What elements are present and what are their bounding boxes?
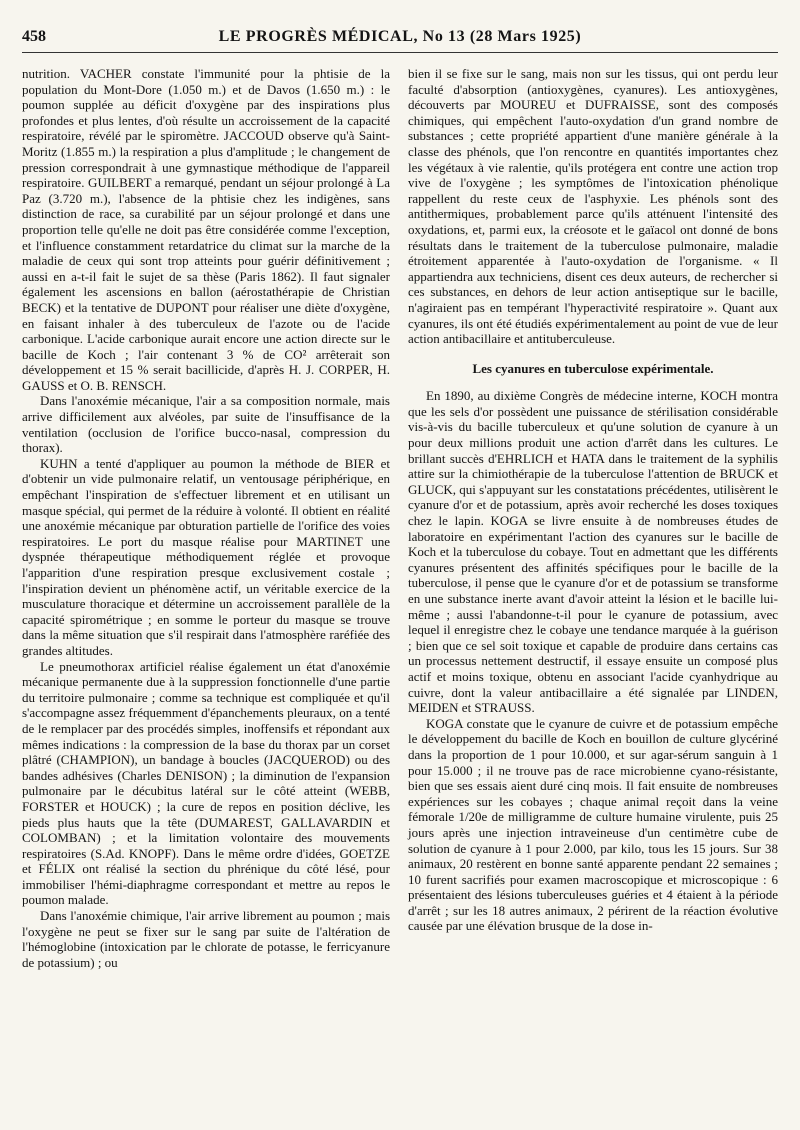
paragraph: Dans l'anoxémie mécanique, l'air a sa composition normale, mais arrive difficilement aux alvéoles, par suite de l'insuffisance de la ventilation (occlusion de l'orifice bucco-nasal, compression du thorax). [22,393,390,456]
paragraph: En 1890, au dixième Congrès de médecine interne, KOCH montra que les sels d'or possèdent une puissance de stérilisation considérable vis-à-vis du bacille tuberculeux et qu'une solution de cyanure à un pour deux millions produit une action d'arrêt dans les cultures. Le brillant succès d'EHRLICH et HATA dans le traitement de la syphilis attire sur la chimiothérapie de la tuberculose l'attention de BRUCK et GLUCK, qui s'appuyant sur les constatations précédentes, utilisèrent le cyanure d'or et de potassium, après avoir recherché les doses toxiques chez le lapin. KOGA se livre ensuite à de nombreuses études de laboratoire en expérimentant l'action des cyanures sur le bacille de Koch et la tuberculose du cobaye. Tout en admettant que les différents cyanures présentent des affinités spécifiques pour le bacille de la tuberculose, il pense que le cyanure d'or et de potassium se transforme en une substance inerte avant d'avoir atteint la lésion et le bacille lui-même ; aussi l'abandonne-t-il pour le cyanure de potassium, avec lequel il enregistre chez le cobaye une tendance marquée à la guérison ; bien que ce sel soit toxique et capable de produire dans certains cas un processus nettement destructif, il essaye ensuite un composé plus actif et moins toxique, obtenu en associant l'acide cyanhydrique au cuivre, dont la valeur antibacillaire a été signalée par LINDEN, MEIDEN et STRAUSS. [408,388,778,716]
running-header [22,28,778,53]
section-heading: Les cyanures en tuberculose expérimentale. [472,360,714,376]
page-number: 458 [22,28,46,45]
paragraph: KUHN a tenté d'appliquer au poumon la méthode de BIER et d'obtenir un vide pulmonaire relatif, un ventousage périphérique, en empêchant l'inspiration de s'effectuer librement et en utilisant un masque spécial, qui permet de la réduire à volonté. Il obtient en réalité une anoxémie mécanique par obturation partielle de l'orifice des voies respiratoires. Le port du masque réalise pour MARTINET une dyspnée thérapeutique méthodiquement réglée et provoque l'apparition d'une respiration presque exclusivement costale ; l'inspiration devient un phénomène actif, un véritable exercice de la musculature thoracique et détermine un accroissement parallèle de la capacité spirométrique ; en somme le porteur du masque se trouve dans la même situation que s'il respirait dans l'atmosphère raréfiée des grandes altitudes. [22,455,390,658]
left-column [22,66,390,970]
running-head-title: LE PROGRÈS MÉDICAL, No 13 (28 Mars 1925) [218,28,582,45]
paragraph: nutrition. VACHER constate l'immunité pour la phtisie de la population du Mont-Dore (1.050 m.) et de Davos (1.650 m.) : le poumon supplée au déficit d'oxygène par des inspirations plus profondes et plus lentes, d'où résulte un accroissement de la capacité respiratoire, révélé par le spiromètre. JACCOUD observe qu'à Saint-Moritz (1.855 m.) la respiration a plus d'amplitude ; le changement de pression correspondrait à une gymnastique méthodique de l'appareil respiratoire. GUILBERT a remarqué, pendant un séjour prolongé à La Paz (3.720 m.), l'absence de la phtisie chez les indigènes, sans distinction de race, sa curabilité par un séjour prolongé et dans une proportion telle qu'elle ne doit pas être considérée comme l'exception, et l'influence constamment retardatrice du climat sur la marche de la maladie de ceux qui sont trop atteints pour guérir définitivement ; aussi en a-t-il fait le sujet de sa thèse (Paris 1862). Il faut signaler également les ascensions en ballon (aérostathérapie de Christian BECK) et la tentative de DUPONT pour réaliser une diète d'oxygène, en faisant inhaler à des tuberculeux de l'azote ou de l'acide carbonique. L'acide carbonique aurait encore une action directe sur le bacille de Koch ; l'air contenant 3 % de CO² arrêterait son développement et 15 % serait bacillicide, d'après H. J. CORPER, H. GAUSS et O. B. RENSCH. [22,66,390,393]
paragraph: KOGA constate que le cyanure de cuivre et de potassium empêche le développement du bacille de Koch en bouillon de culture glycériné dans la proportion de 1 pour 10.000, et sur agar-sérum sanguin à 1 pour 15.000 ; il ne trouve pas de race microbienne cyano-résistante, bien que ses essais aient duré cinq mois. Il fait ensuite de nombreuses expériences sur les cobayes ; chaque animal reçoit dans la veine fémorale 1/20e de milligramme de culture humaine virulente, puis 25 jours après une injection intraveineuse d'un centimètre cube de solution de cyanure à 1 pour 2.000, par kilo, tous les 15 jours. Sur 38 animaux, 20 restèrent en bonne santé apparente pendant 22 semaines ; 10 furent sacrifiés pour examen macroscopique et microscopique : 6 présentaient des lésions tuberculeuses guéries et 4 étaient à la période d'arrêt ; sur les 18 autres animaux, 2 périrent de la réaction évolutive causée par une élévation brusque de la dose in- [408,715,778,934]
paragraph: Le pneumothorax artificiel réalise également un état d'anoxémie mécanique permanente due à la suppression fonctionnelle d'une partie du territoire pulmonaire ; comme sa technique est compliquée et qu'il s'accompagne assez fréquemment d'épanchements pleuraux, on a tenté de le remplacer par des procédés simples, inoffensifs et répondant aux mêmes indications : la compression de la base du thorax par un corset plâtré (CHAMPION), un bandage à boucles (JACQUEROD) ou des bandes adhésives (Charles DENISON) ; la diminution de l'expansion pulmonaire par le décubitus latéral sur le côté atteint (WEBB, FORSTER et HOUCK) ; la cure de repos en position déclive, les pieds plus hauts que la tête (DUMAREST, GALLAVARDIN et COLOMBAN) ; et la limitation volontaire des mouvements respiratoires (S.Ad. KNOPF). Dans le même ordre d'idées, GOETZE et FÉLIX ont réalisé la section du phrénique du côté lésé, pour immobiliser l'hémi-diaphragme correspondant et mettre au repos le poumon malade. [22,658,390,908]
paragraph: bien il se fixe sur le sang, mais non sur les tissus, qui ont perdu leur faculté d'absorption (antioxygènes, cyanures). Les antioxygènes, découverts par MOUREU et DUFRAISSE, sont des composés chimiques, qui empêchent l'auto-oxydation d'un grand nombre de substances ; cette propriété appartient d'une manière générale à la classe des phénols, que l'on rencontre en quantités importantes chez les végétaux à vie ralentie, qu'ils protégera ent contre une action trop vive de l'oxygène ; les symptômes de l'intoxication phénolique rappellent du reste ceux de l'asphyxie. Les phénols sont des antithermiques, probablement parce qu'ils atténuent l'intensité des oxydations, et, parmi eux, la créosote et le gaïacol ont donné de bons résultats dans le traitement de la tuberculose pulmonaire, maladie étroitement apparentée à l'auto-oxydation de l'organisme. « Il appartiendra aux techniciens, disent ces deux auteurs, de rechercher si ces substances, en dehors de leur action antiseptique sur le bacille, n'agiraient pas en tempérant l'hyperactivité respiratoire ». Quant aux cyanures, ils ont été étudiés expérimentalement au point de vue de leur action antibacillaire et antituberculeuse. [408,66,778,347]
paragraph: Dans l'anoxémie chimique, l'air arrive librement au poumon ; mais l'oxygène ne peut se fixer sur le sang par suite de l'altération de l'hémoglobine (intoxication par le chlorate de potasse, le ferricyanure de potassium) ; ou [22,908,390,970]
right-column [408,66,778,934]
